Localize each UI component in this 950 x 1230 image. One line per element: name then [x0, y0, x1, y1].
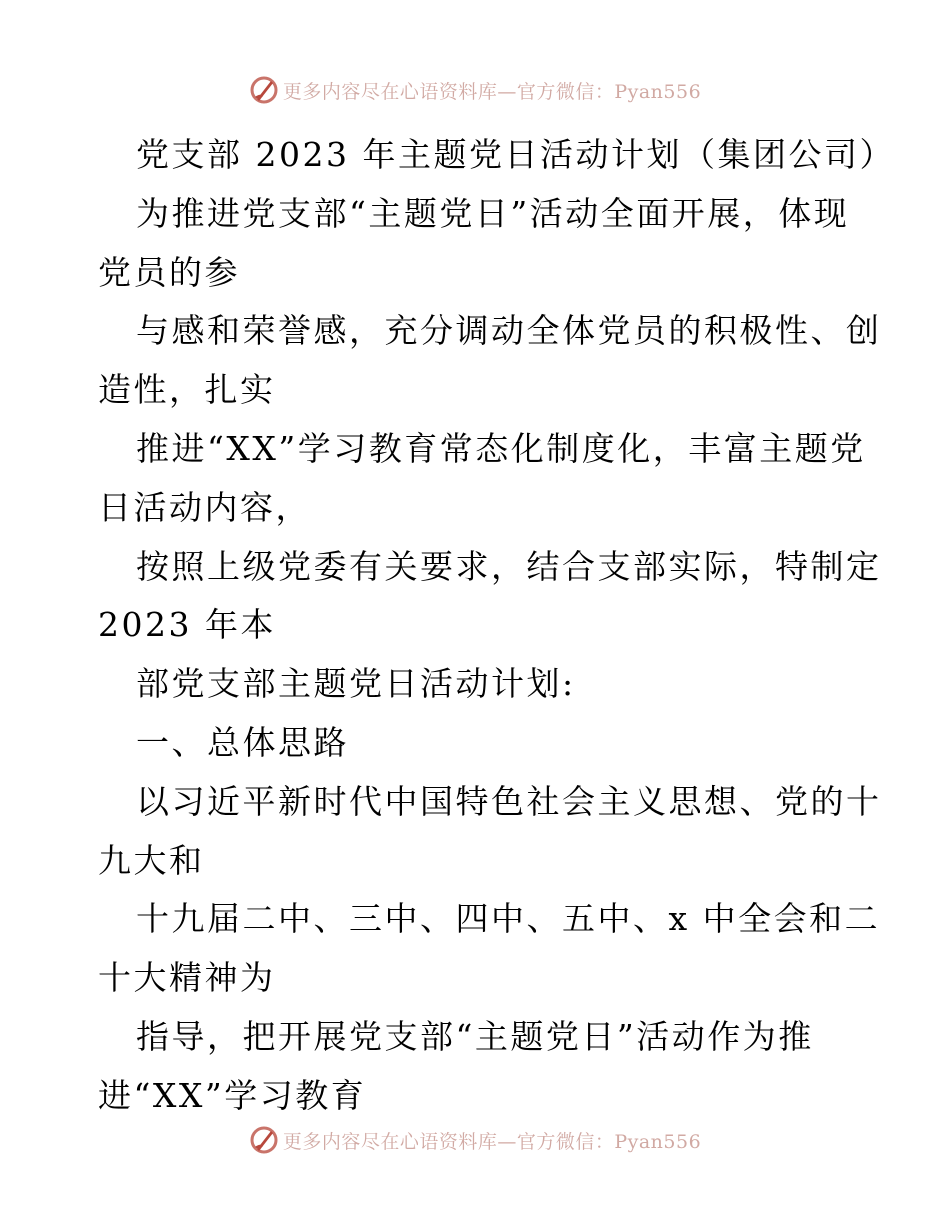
section-heading: 一、总体思路: [136, 722, 349, 762]
body-line: 十大精神为: [98, 958, 276, 998]
body-line: 2023 年本: [98, 605, 276, 645]
body-line: 党员的参: [98, 252, 240, 292]
body-line: 进“XX”学习教育: [98, 1075, 367, 1115]
header-watermark-text: 更多内容尽在心语资料库—官方微信：Pyan556: [282, 80, 702, 103]
header-watermark: [0, 70, 950, 110]
footer-watermark: [0, 1120, 950, 1160]
body-line: 九大和: [98, 840, 205, 880]
footer-watermark-text: 更多内容尽在心语资料库—官方微信：Pyan556: [282, 1130, 702, 1153]
document-body: [98, 126, 895, 1126]
body-line: 与感和荣誉感，充分调动全体党员的积极性、创: [136, 311, 882, 351]
quill-logo-icon: [249, 1125, 279, 1155]
body-line: 十九届二中、三中、四中、五中、x 中全会和二: [136, 899, 881, 939]
body-line: 指导，把开展党支部“主题党日”活动作为推: [136, 1016, 814, 1056]
body-line: 日活动内容，: [98, 487, 311, 527]
body-line: 部党支部主题党日活动计划:: [136, 664, 576, 704]
quill-logo-icon: [249, 75, 279, 105]
body-line: 以习近平新时代中国特色社会主义思想、党的十: [136, 781, 882, 821]
body-line: 为推进党支部“主题党日”活动全面开展，体现: [136, 193, 850, 233]
body-line: 造性，扎实: [98, 370, 276, 410]
body-line: 按照上级党委有关要求，结合支部实际，特制定: [136, 546, 882, 586]
document-title: 党支部 2023 年主题党日活动计划（集团公司）: [136, 135, 895, 174]
body-line: 推进“XX”学习教育常态化制度化，丰富主题党: [136, 428, 866, 468]
